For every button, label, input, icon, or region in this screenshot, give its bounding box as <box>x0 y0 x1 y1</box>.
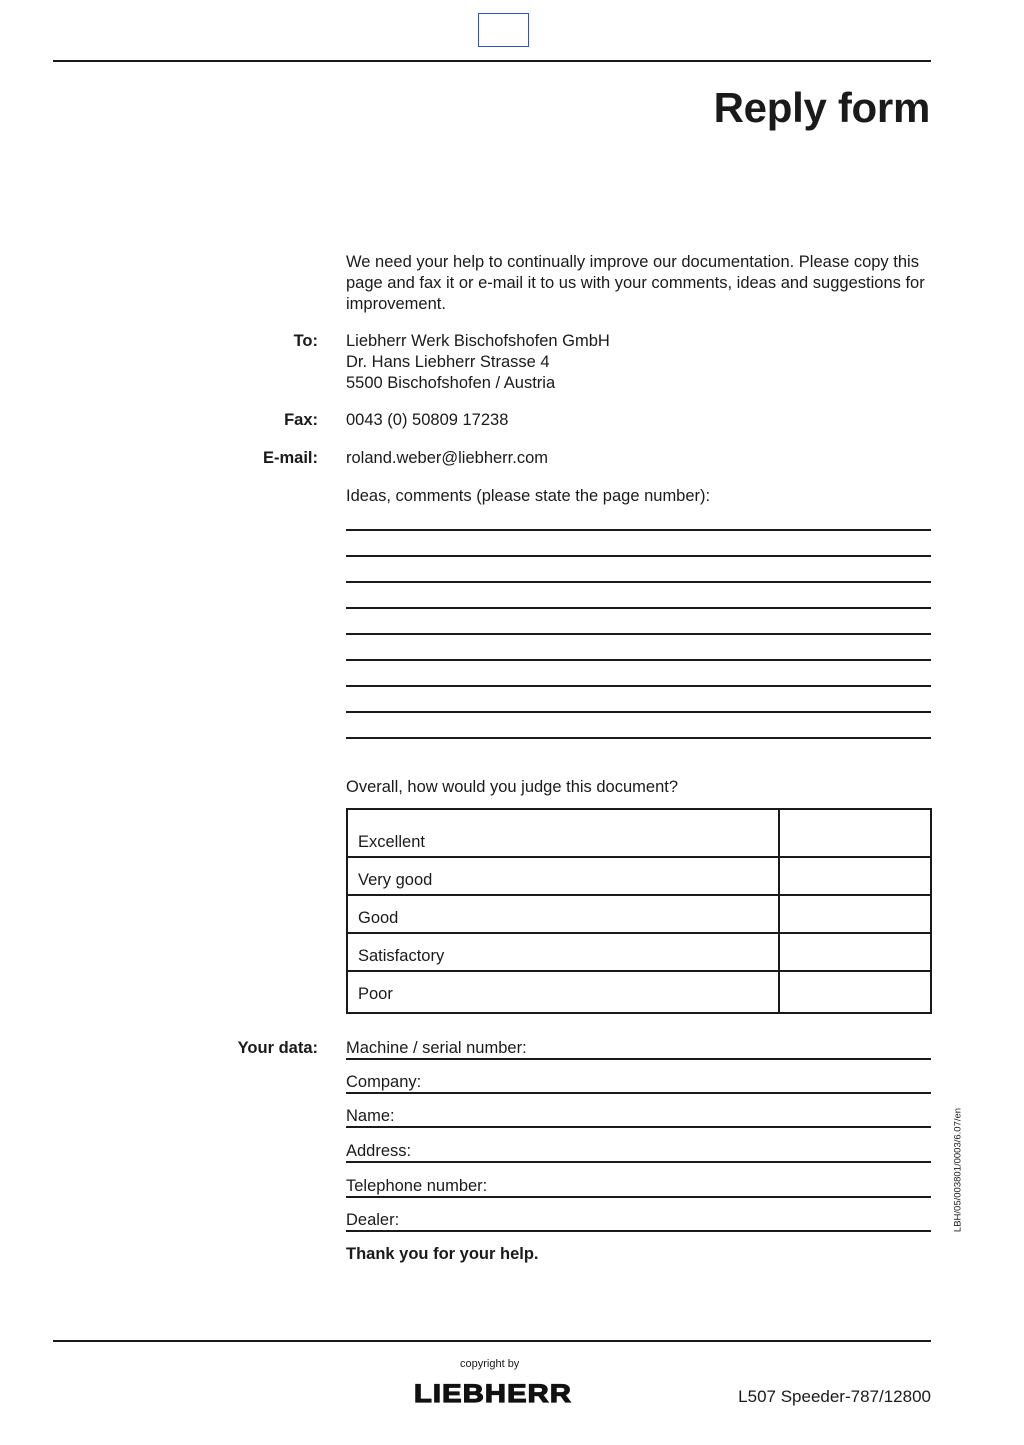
address-line: 5500 Bischofshofen / Austria <box>346 374 556 392</box>
header-rule <box>53 60 931 62</box>
your-data-label: Your data: <box>237 1039 318 1057</box>
footer-rule <box>53 1340 931 1342</box>
document-code-vertical: LBH/05/003801/0003/6.07/en <box>952 1107 964 1233</box>
rating-row <box>347 933 931 971</box>
rating-row <box>347 971 931 1013</box>
page-title: Reply form <box>713 84 930 131</box>
dealer-field[interactable]: Dealer: <box>346 1210 931 1232</box>
rating-checkbox-satisfactory[interactable] <box>779 933 931 971</box>
liebherr-logo-icon <box>412 1380 574 1406</box>
fax-label: Fax: <box>284 411 318 429</box>
page-number-box <box>478 13 529 47</box>
rating-row <box>347 857 931 895</box>
rating-option-label: Poor <box>347 971 779 1013</box>
comment-line[interactable] <box>346 555 931 557</box>
rating-option-label: Satisfactory <box>347 933 779 971</box>
comment-line[interactable] <box>346 659 931 661</box>
logo-wordmark: LIEBHERR <box>414 1380 572 1406</box>
email-label: E-mail: <box>262 449 318 467</box>
to-address <box>346 331 610 394</box>
rating-option-label: Very good <box>347 857 779 895</box>
copyright-text: copyright by <box>460 1358 520 1370</box>
liebherr-logo <box>412 1380 574 1411</box>
rating-row <box>347 895 931 933</box>
comment-line[interactable] <box>346 711 931 713</box>
rating-row <box>347 809 931 857</box>
company-field[interactable]: Company: <box>346 1072 931 1094</box>
rating-checkbox-good[interactable] <box>779 895 931 933</box>
rating-checkbox-poor[interactable] <box>779 971 931 1013</box>
fax-number: 0043 (0) 50809 17238 <box>346 411 509 429</box>
rating-checkbox-excellent[interactable] <box>779 809 931 857</box>
rating-checkbox-very-good[interactable] <box>779 857 931 895</box>
comments-prompt: Ideas, comments (please state the page number): <box>346 487 711 505</box>
to-label: To: <box>293 332 318 350</box>
telephone-field[interactable]: Telephone number: <box>346 1176 931 1198</box>
comment-line[interactable] <box>346 685 931 687</box>
rating-option-label: Excellent <box>347 809 779 857</box>
thank-you-text: Thank you for your help. <box>346 1245 539 1263</box>
comment-line[interactable] <box>346 633 931 635</box>
comment-line[interactable] <box>346 737 931 739</box>
address-line: Dr. Hans Liebherr Strasse 4 <box>346 353 550 371</box>
rating-question: Overall, how would you judge this document? <box>346 778 679 796</box>
comment-line[interactable] <box>346 607 931 609</box>
model-code: L507 Speeder-787/12800 <box>738 1387 931 1406</box>
comment-line[interactable] <box>346 529 931 531</box>
machine-serial-field[interactable]: Machine / serial number: <box>346 1038 931 1060</box>
rating-table <box>346 808 932 1014</box>
address-field[interactable]: Address: <box>346 1141 931 1163</box>
name-field[interactable]: Name: <box>346 1106 931 1128</box>
intro-text: We need your help to continually improve our documentation. Please copy this page and fax it or e-mail it to us with your comments, ideas and suggestions for improvement. <box>346 253 925 313</box>
comment-line[interactable] <box>346 581 931 583</box>
rating-option-label: Good <box>347 895 779 933</box>
address-line: Liebherr Werk Bischofshofen GmbH <box>346 332 610 350</box>
email-address[interactable]: roland.weber@liebherr.com <box>346 449 549 467</box>
